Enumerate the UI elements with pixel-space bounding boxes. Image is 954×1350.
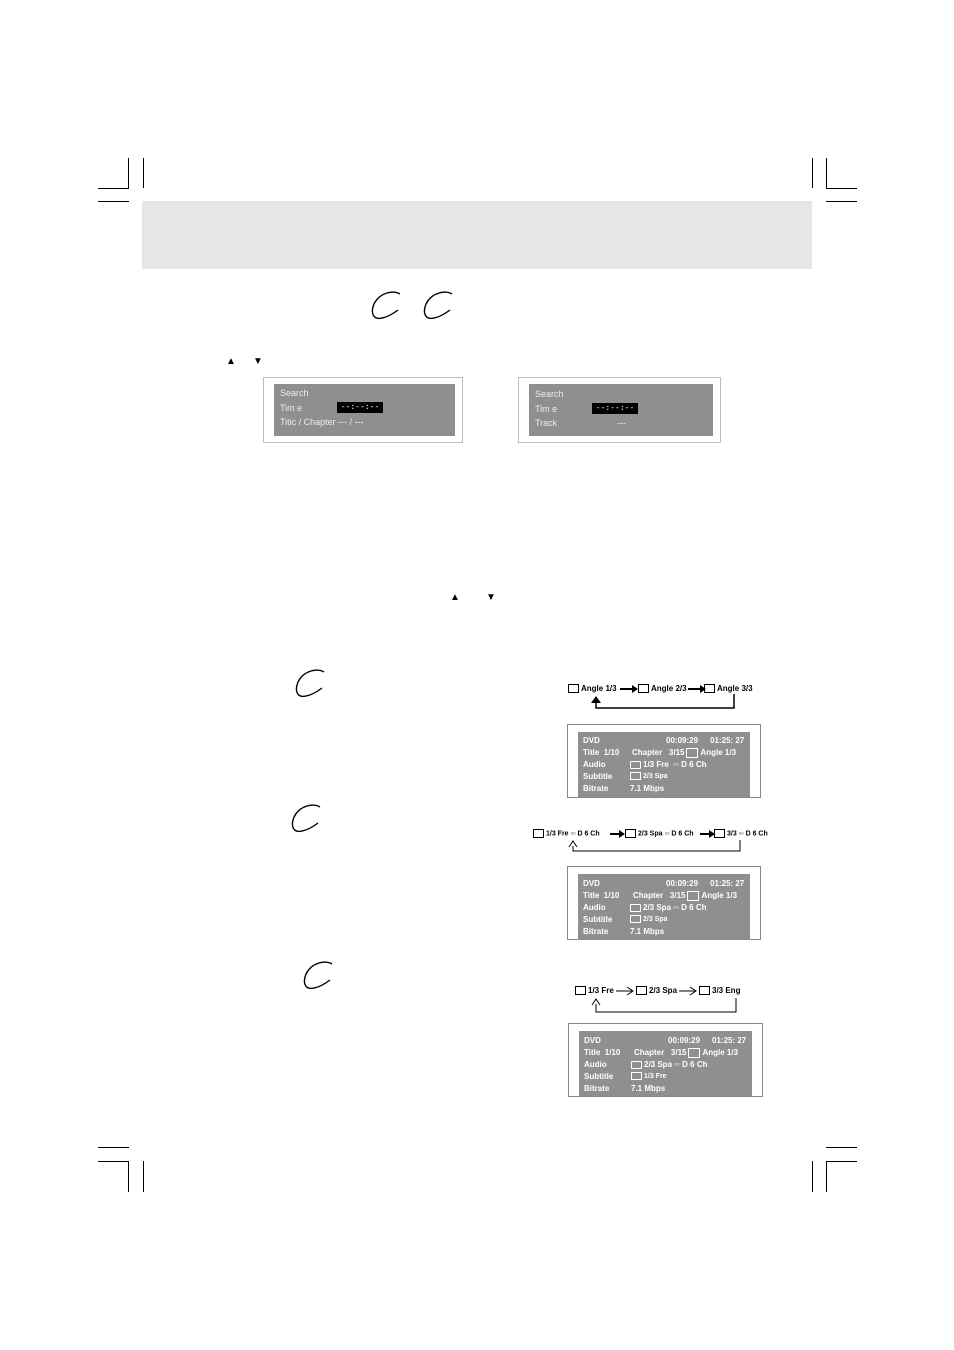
- osd-audio-label: Audio: [583, 903, 606, 912]
- osd-chapter: Chapter 3/15 Angle 1/3: [632, 748, 737, 758]
- angle-option: Angle 2/3: [638, 684, 687, 694]
- cycle-arrows: [570, 982, 770, 1016]
- osd-subtitle-value: 2/3 Spa: [630, 772, 668, 781]
- time-input[interactable]: --:--:--: [592, 403, 638, 414]
- subtitle-option: 2/3 Spa: [636, 986, 677, 996]
- subtitle-option: 3/3 Eng: [699, 986, 740, 996]
- osd-chapter: Chapter 3/15 Angle 1/3: [633, 891, 738, 901]
- osd-elapsed: 00:09:29: [666, 736, 699, 745]
- time-label: Tim e: [280, 403, 303, 413]
- up-arrow-icon: ▲: [450, 592, 460, 603]
- camera-icon: [686, 748, 698, 758]
- subtitle-icon: [631, 1072, 642, 1080]
- header-band: [142, 201, 812, 269]
- search-title: Search: [280, 388, 309, 398]
- handwritten-c-mark: [420, 290, 460, 324]
- handwritten-c-mark: [300, 960, 340, 994]
- osd-bitrate-label: Bitrate: [583, 927, 609, 936]
- osd-title: Title 1/10: [584, 1048, 621, 1057]
- audio-option: 1/3 Fre ▫▫ D 6 Ch: [533, 829, 600, 839]
- handwritten-c-mark: [292, 668, 332, 702]
- osd-title: Title 1/10: [583, 891, 620, 900]
- search-screen-cd: [518, 377, 721, 443]
- osd-audio-value: 1/3 Fre ▫▫ D 6 Ch: [630, 760, 706, 769]
- down-arrow-icon: ▼: [253, 356, 263, 367]
- osd-total: 01:25: 27: [710, 736, 745, 745]
- speech-icon: [630, 761, 641, 769]
- subtitle-icon: [630, 772, 641, 780]
- title-chapter-label: Titic / Chapter: [280, 417, 336, 427]
- osd-subtitle-value: 2/3 Spa: [630, 915, 668, 924]
- osd-panel-audio: [567, 866, 761, 940]
- osd-subtitle-label: Subtitle: [584, 1072, 614, 1081]
- osd-audio-label: Audio: [583, 760, 606, 769]
- cycle-arrows: [530, 826, 776, 856]
- osd-panel-angle: [567, 724, 761, 798]
- osd-elapsed: 00:09:29: [668, 1036, 701, 1045]
- speech-icon: [631, 1061, 642, 1069]
- search-title: Search: [535, 389, 564, 399]
- osd-bitrate-value: 7.1 Mbps: [630, 784, 665, 793]
- handwritten-c-mark: [368, 290, 408, 324]
- audio-option: 3/3 ▫▫ D 6 Ch: [714, 829, 768, 839]
- title-chapter-value[interactable]: --- / ---: [338, 417, 364, 427]
- speech-icon: [630, 904, 641, 912]
- osd-dvd: DVD: [583, 879, 600, 888]
- search-screen-dvd: [263, 377, 463, 443]
- osd-subtitle-value: 1/3 Fre: [631, 1072, 667, 1081]
- subtitle-icon: [630, 915, 641, 923]
- osd-audio-value: 2/3 Spa ▫▫ D 6 Ch: [631, 1060, 707, 1069]
- up-arrow-icon: ▲: [226, 356, 236, 367]
- osd-audio-value: 2/3 Spa ▫▫ D 6 Ch: [630, 903, 706, 912]
- camera-icon: [688, 1048, 700, 1058]
- handwritten-c-mark: [288, 803, 328, 837]
- osd-dvd: DVD: [583, 736, 600, 745]
- track-value[interactable]: ---: [617, 418, 626, 428]
- osd-bitrate-label: Bitrate: [584, 1084, 610, 1093]
- osd-elapsed: 00:09:29: [666, 879, 699, 888]
- osd-bitrate-label: Bitrate: [583, 784, 609, 793]
- osd-dvd: DVD: [584, 1036, 601, 1045]
- osd-title: Title 1/10: [583, 748, 620, 757]
- down-arrow-icon: ▼: [486, 592, 496, 603]
- time-input[interactable]: --:--:--: [337, 402, 383, 413]
- osd-bitrate-value: 7.1 Mbps: [630, 927, 665, 936]
- angle-option: Angle 1/3: [568, 684, 617, 694]
- subtitle-option: 1/3 Fre: [575, 986, 614, 996]
- camera-icon: [687, 891, 699, 901]
- osd-subtitle-label: Subtitle: [583, 772, 613, 781]
- osd-chapter: Chapter 3/15 Angle 1/3: [634, 1048, 739, 1058]
- osd-bitrate-value: 7.1 Mbps: [631, 1084, 666, 1093]
- track-label: Track: [535, 418, 558, 428]
- audio-option: 2/3 Spa ▫▫ D 6 Ch: [625, 829, 694, 839]
- osd-total: 01:25: 27: [710, 879, 745, 888]
- time-label: Tim e: [535, 404, 558, 414]
- osd-panel-subtitle: [568, 1023, 763, 1097]
- cycle-arrows: [560, 680, 770, 714]
- angle-option: Angle 3/3: [704, 684, 753, 694]
- osd-audio-label: Audio: [584, 1060, 607, 1069]
- osd-subtitle-label: Subtitle: [583, 915, 613, 924]
- osd-total: 01:25: 27: [712, 1036, 747, 1045]
